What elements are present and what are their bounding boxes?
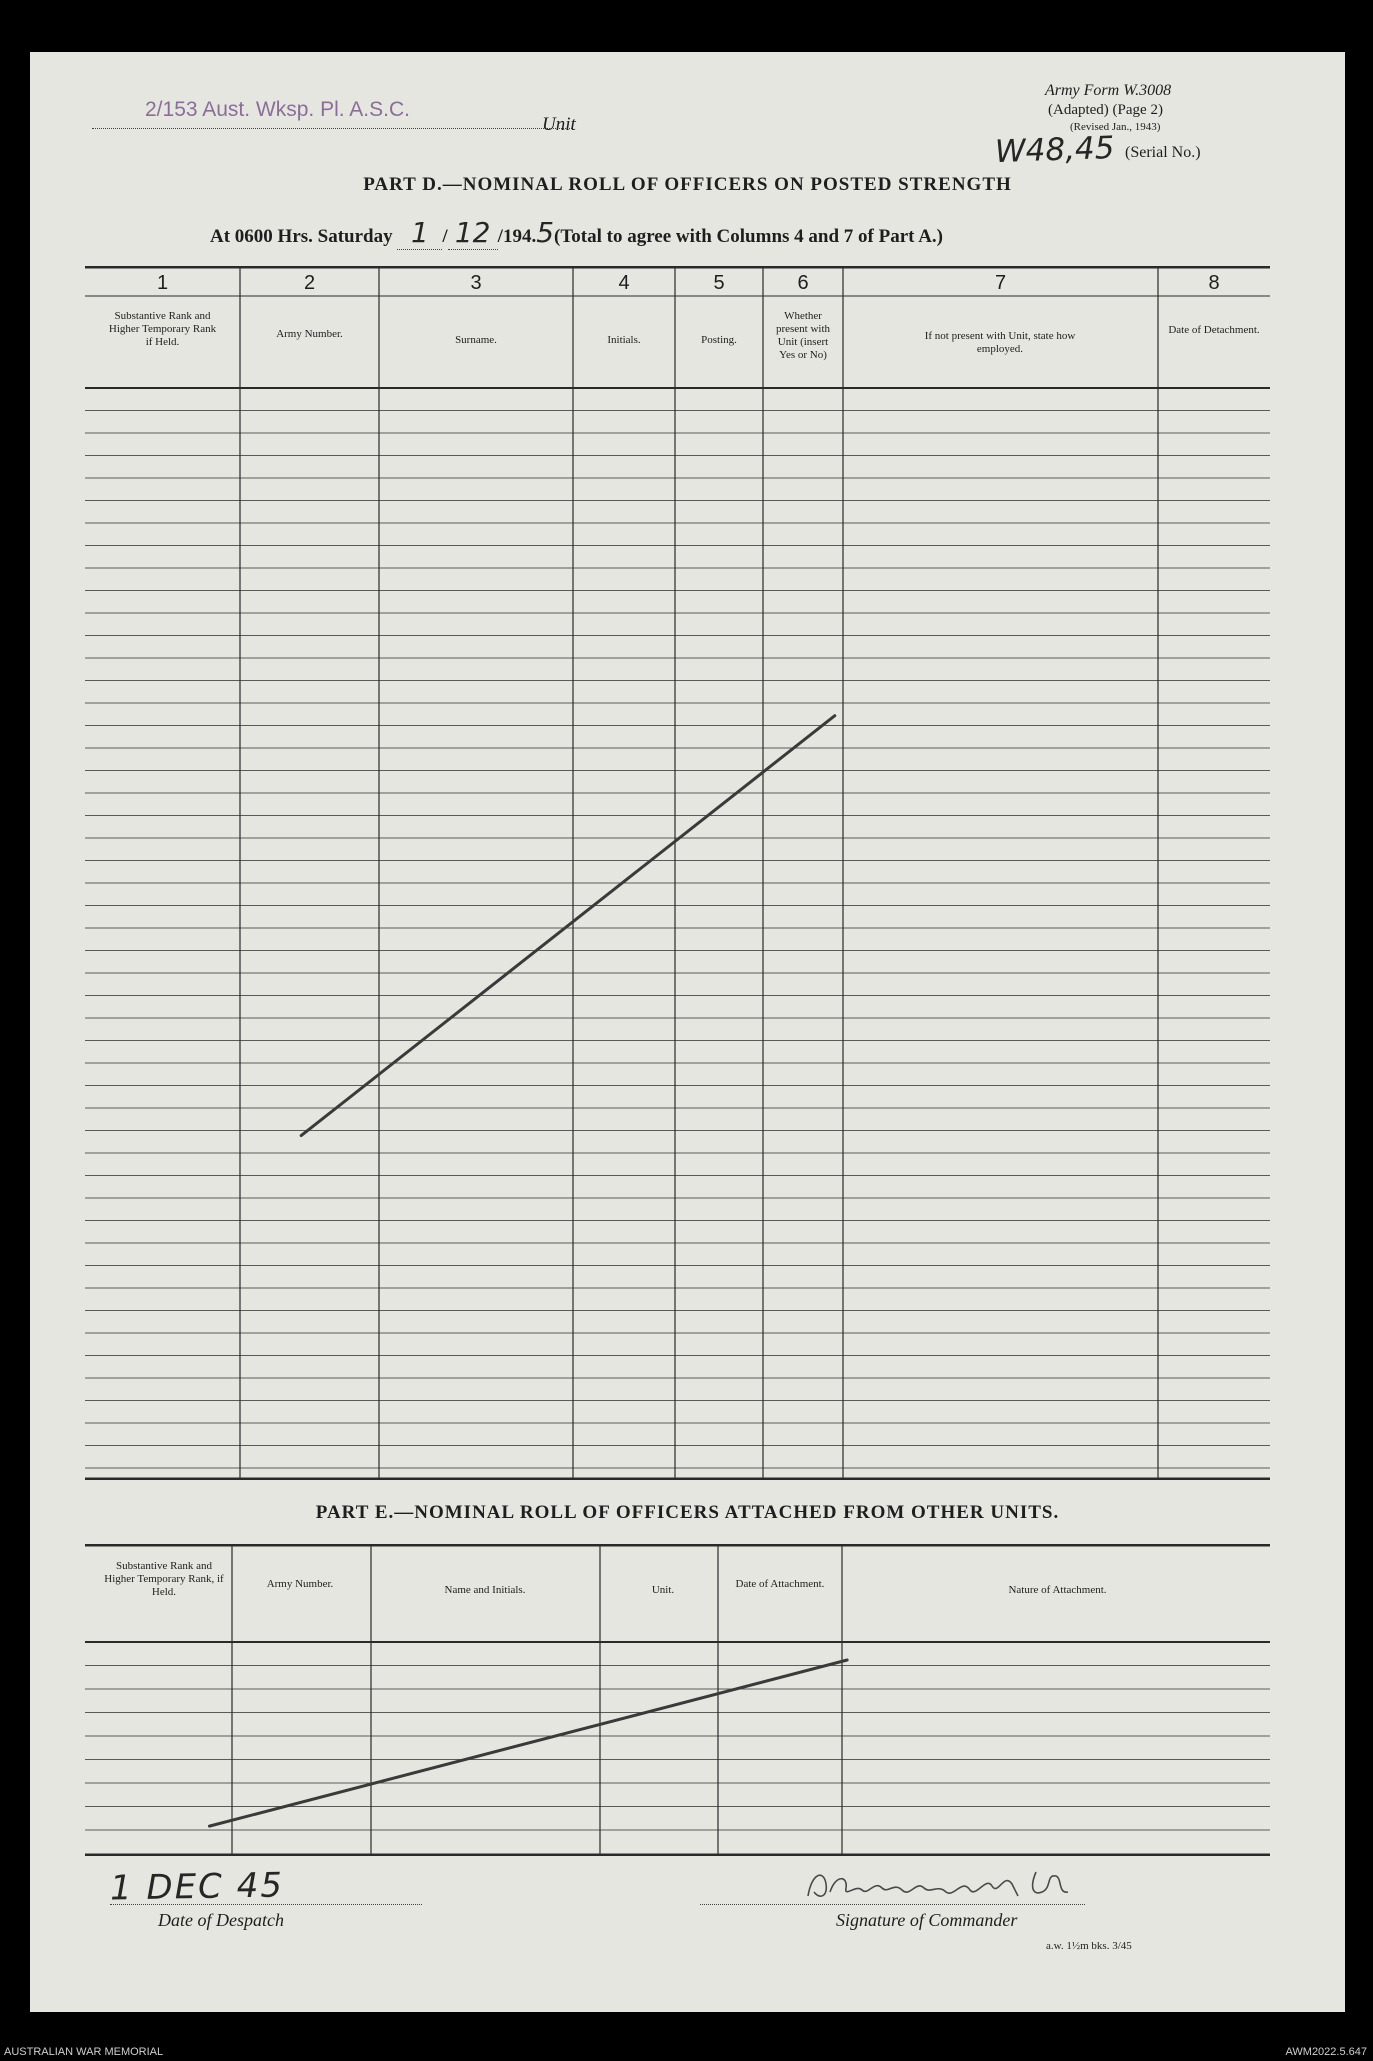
unit-dotted-line	[92, 128, 572, 129]
part-d-grid	[85, 266, 1270, 1480]
col-number-2: 2	[303, 272, 316, 294]
serial-label: (Serial No.)	[1125, 144, 1201, 161]
despatch-label: Date of Despatch	[158, 1910, 284, 1930]
posted-date-line: At 0600 Hrs. Saturday 1 / 12 /194.5(Total to agree with Columns 4 and 7 of Part A.)	[210, 216, 943, 249]
e-header-nature-attachment: Nature of Attachment.	[1008, 1584, 1107, 1596]
header-rank: Substantive Rank and Higher Temporary Rank if Held.	[108, 310, 217, 348]
date-suffix: (Total to agree with Columns 4 and 7 of Part A.)	[554, 226, 943, 247]
e-header-rank: Substantive Rank and Higher Temporary Rank, if Held.	[104, 1560, 224, 1598]
header-how-employed: If not present with Unit, state how employed.	[924, 330, 1076, 355]
header-surname: Surname.	[455, 334, 497, 346]
date-year-prefix: 194.	[502, 226, 537, 247]
archive-caption-left: AUSTRALIAN WAR MEMORIAL	[4, 2046, 164, 2058]
date-prefix: At 0600 Hrs. Saturday	[210, 226, 393, 247]
date-year-digit: 5	[536, 216, 555, 249]
despatch-date-handwritten: 1 DEC 45	[109, 1865, 285, 1909]
date-day: 1	[397, 216, 442, 250]
col-number-6: 6	[797, 272, 809, 294]
signature-dotted-line	[700, 1904, 1085, 1905]
form-page	[30, 52, 1345, 2012]
print-code: a.w. 1½m bks. 3/45	[1046, 1940, 1132, 1952]
form-adapted: (Adapted) (Page 2)	[1048, 102, 1163, 118]
header-army-number: Army Number.	[276, 328, 343, 340]
header-whether-present: Whether present with Unit (insert Yes or No)	[775, 310, 831, 361]
unit-stamp: 2/153 Aust. Wksp. Pl. A.S.C.	[145, 98, 410, 121]
col-number-5: 5	[713, 272, 725, 294]
e-header-name-initials: Name and Initials.	[444, 1584, 526, 1596]
part-e-title: PART E.—NOMINAL ROLL OF OFFICERS ATTACHED FROM OTHER UNITS.	[315, 1502, 1060, 1523]
date-month: 12	[448, 216, 498, 250]
col-number-3: 3	[470, 272, 482, 294]
part-d-table	[85, 266, 1270, 1480]
unit-label: Unit	[542, 114, 576, 135]
e-header-army-number: Army Number.	[266, 1578, 334, 1590]
despatch-dotted-line	[110, 1904, 422, 1905]
col-number-7: 7	[994, 272, 1007, 294]
archive-caption-right: AWM2022.5.647	[1285, 2046, 1367, 2058]
header-posting: Posting.	[701, 334, 737, 346]
col-number-8: 8	[1208, 272, 1220, 294]
col-number-4: 4	[618, 272, 630, 294]
part-d-title: PART D.—NOMINAL ROLL OF OFFICERS ON POSTED STRENGTH	[363, 174, 1012, 195]
form-number: Army Form W.3008	[1045, 82, 1172, 99]
part-e-table	[85, 1544, 1270, 1856]
signature-label: Signature of Commander	[836, 1910, 1018, 1930]
header-initials: Initials.	[607, 334, 641, 346]
e-header-date-attachment: Date of Attachment.	[735, 1578, 825, 1590]
commander-signature	[790, 1862, 1110, 1910]
header-date-detachment: Date of Detachment.	[1168, 324, 1260, 336]
serial-number-handwritten: W48,45	[994, 129, 1115, 171]
col-number-1: 1	[156, 272, 169, 294]
e-header-unit: Unit.	[651, 1584, 675, 1596]
form-revised: (Revised Jan., 1943)	[1070, 121, 1161, 133]
